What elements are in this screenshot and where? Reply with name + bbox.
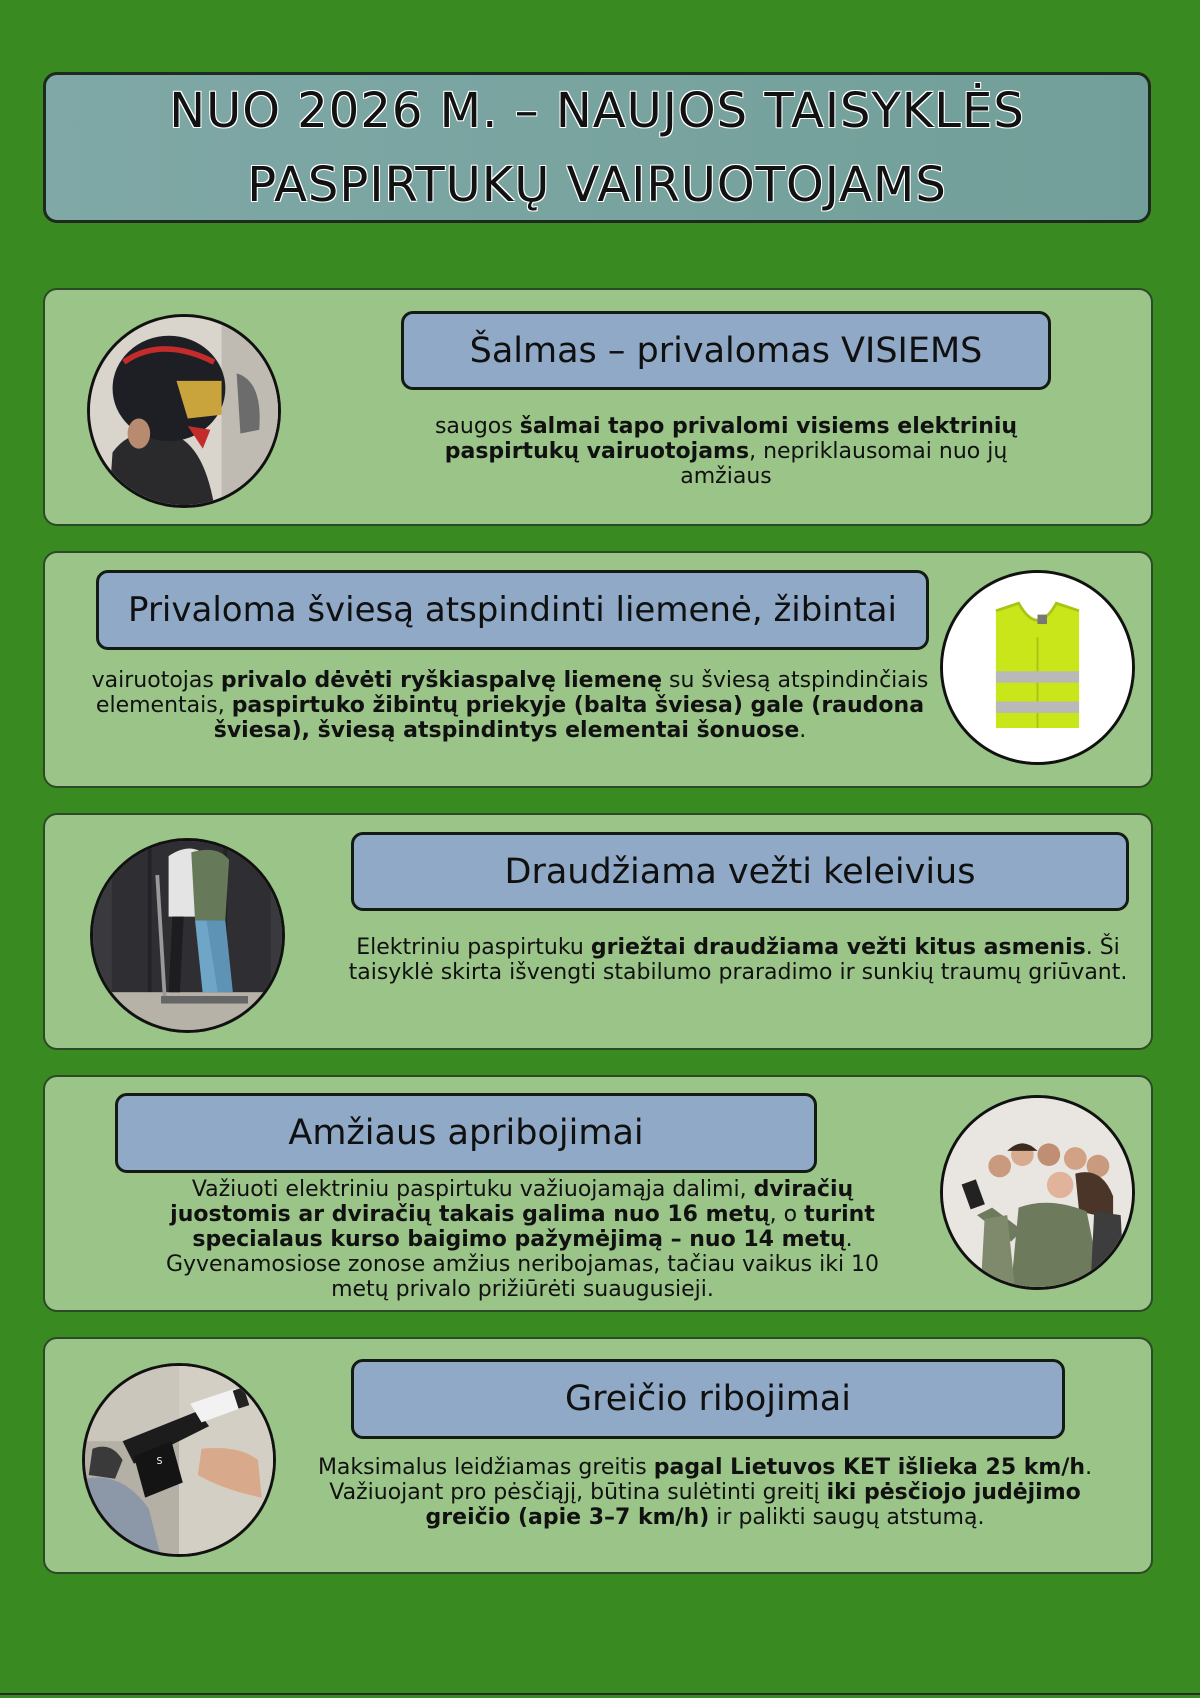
section-helmet-text [410, 414, 1042, 489]
section-age-heading: Amžiaus apribojimai [115, 1093, 817, 1173]
section-age-text [135, 1177, 910, 1302]
section-speed-heading: Greičio ribojimai [351, 1359, 1065, 1439]
body-text-run: ir palikti saugų atstumą. [709, 1505, 985, 1530]
section-helmet-heading: Šalmas – privalomas VISIEMS [401, 311, 1051, 390]
section-passengers-heading: Draudžiama vežti keleivius [351, 832, 1129, 911]
body-text-run: su šviesą atspindinčiais elementais, [95, 668, 929, 718]
emphasis-text: turint specialaus kurso baigimo pažymėjimą – nuo 14 metų [192, 1202, 875, 1252]
scooter-handlebar-image [82, 1363, 276, 1557]
body-text-run: . Ši taisyklė skirta išvengti stabilumo praradimo ir sunkių traumų griūvant. [348, 935, 1128, 985]
emphasis-text: pagal Lietuvos KET išlieka 25 km/h [653, 1455, 1086, 1480]
section-speed-text [310, 1455, 1100, 1530]
body-text-run: Važiuoti elektriniu paspirtuku važiuojamąja dalimi, [191, 1177, 754, 1202]
emphasis-text: šalmai tapo privalomi visiems elektrinių paspirtukų vairuotojams [444, 414, 1018, 464]
reflective-vest-image [940, 570, 1135, 765]
body-text-run: vairuotojas [91, 668, 221, 693]
body-text-run: Elektriniu paspirtuku [356, 935, 591, 960]
helmet-rider-image [87, 314, 281, 508]
body-text-run: . Gyvenamosiose zonose amžius neribojamas, tačiau vaikus iki 10 metų privalo prižiūrėti suaugusieji. [165, 1227, 880, 1302]
emphasis-text: privalo dėvėti ryškiaspalvę liemenę [220, 668, 663, 693]
group-selfie-image [940, 1095, 1135, 1290]
section-passengers-text [338, 935, 1138, 985]
section-vest-text [90, 668, 930, 743]
emphasis-text: paspirtuko žibintų priekyje (balta šviesa) gale (raudona šviesa), šviesą atspindintys elementai šonuose [213, 693, 925, 743]
body-text-run: Maksimalus leidžiamas greitis [317, 1455, 654, 1480]
page-title-line1: NUO 2026 M. – NAUJOS TAISYKLĖS [169, 82, 1025, 139]
svg-text:S: S [156, 1455, 163, 1467]
section-vest-heading: Privaloma šviesą atspindinti liemenė, žibintai [96, 570, 929, 650]
body-text-run: saugos [434, 414, 520, 439]
body-text-run: , o [769, 1202, 805, 1227]
title-banner [43, 72, 1151, 223]
two-riders-image [90, 838, 285, 1033]
body-text-run: , nepriklausomai nuo jų amžiaus [680, 439, 1008, 489]
bottom-divider [0, 1693, 1200, 1695]
body-text-run: . [799, 718, 807, 743]
emphasis-text: iki pėsčiojo judėjimo greičio (apie 3–7 km/h) [425, 1480, 1081, 1530]
emphasis-text: griežtai draudžiama vežti kitus asmenis [590, 935, 1086, 960]
emphasis-text: dviračių juostomis ar dviračių takais galima nuo 16 metų [170, 1177, 854, 1227]
page-title-line2: PASPIRTUKŲ VAIRUOTOJAMS [247, 156, 947, 213]
page-title [137, 74, 1057, 222]
body-text-run: . Važiuojant pro pėsčiąjį, būtina sulėtinti greitį [329, 1455, 1093, 1505]
